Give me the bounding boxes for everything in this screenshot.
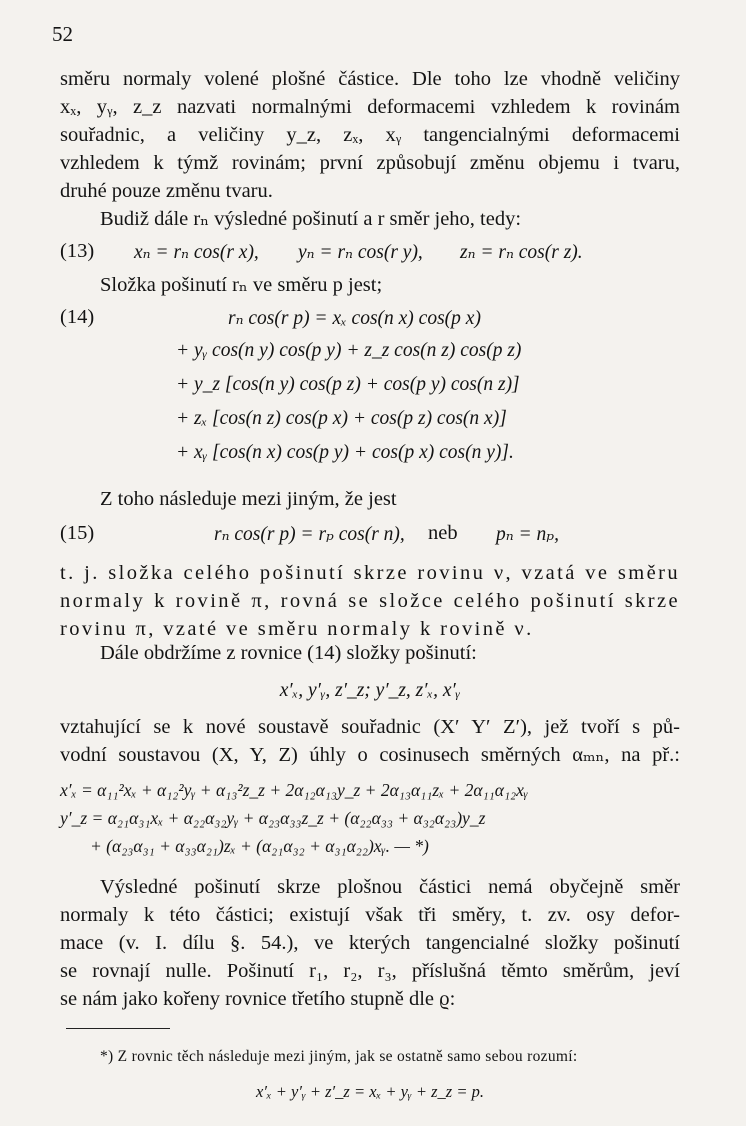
equation-15-part: rₙ cos(r p) = rₚ cos(r n), [214,524,405,545]
equation-14-line: rₙ cos(r p) = xₓ cos(n x) cos(p x) [228,308,481,329]
text-line: normaly k této částici; existují však tři směry, t. zv. osy defor- [60,904,680,926]
text-line: Z toho následuje mezi jiným, že jest [100,488,397,510]
equation-components: x′ₓ, y′ᵧ, z′_z; y′_z, z′ₓ, x′ᵧ [279,680,461,701]
text-line: vodní soustavou (X, Y, Z) úhly o cosinusech směrných αₘₙ, na př.: [60,744,680,766]
text-line: vztahující se k nové soustavě souřadnic (X′ Y′ Z′), jež tvoří s pů- [60,716,680,738]
equation-label: (13) [60,240,95,262]
transformation-equation-line: + (α₂₃α₃₁ + α₃₃α₂₁)zₓ + (α₂₁α₃₂ + α₃₁α₂₂)xᵧ. — *) [90,836,429,856]
equation-14-line: + y_z [cos(n y) cos(p z) + cos(p y) cos(n z)] [176,374,520,395]
text-line: se rovnají nulle. Pošinutí r₁, r₂, r₃, příslušná těmto směrům, jeví [60,960,680,982]
footnote-text: *) Z rovnic těch následuje mezi jiným, jak se ostatně samo sebou rozumí: [100,1048,578,1065]
text-line: Dále obdržíme z rovnice (14) složky pošinutí: [100,642,477,664]
equation-13-part: xₙ = rₙ cos(r x), [134,242,259,263]
transformation-equation-line: x′ₓ = α₁₁²xₓ + α₁₂²yᵧ + α₁₃²z_z + 2α₁₂α₁₃y_z + 2α₁₃α₁₁zₓ + 2α₁₁α₁₂xᵧ [60,780,528,800]
equation-label: (14) [60,306,95,328]
text-line: Budiž dále rₙ výsledné pošinutí a r směr jeho, tedy: [100,208,522,230]
transformation-equation-line: y′_z = α₂₁α₃₁xₓ + α₂₂α₃₂yᵧ + α₂₃α₃₃z_z + (α₂₂α₃₃ + α₃₂α₂₃)y_z [60,808,486,828]
text-line: vzhledem k týmž rovinám; první způsobují změnu objemu i tvaru, [60,152,680,174]
text-line: rovinu π, vzaté ve směru normaly k rovině ν. [60,618,534,640]
equation-14-line: + xᵧ [cos(n x) cos(p y) + cos(p x) cos(n y)]. [176,442,514,463]
text-line: t. j. složka celého pošinutí skrze rovinu ν, vzatá ve směru [60,562,680,584]
equation-14-line: + yᵧ cos(n y) cos(p y) + z_z cos(n z) cos(p z) [176,340,522,361]
equation-13-part: yₙ = rₙ cos(r y), [298,242,423,263]
text-line: druhé pouze změnu tvaru. [60,180,273,202]
text-line: Složka pošinutí rₙ ve směru p jest; [100,274,383,296]
text-line: mace (v. I. dílu §. 54.), ve kterých tangencialné složky pošinutí [60,932,680,954]
equation-label: (15) [60,522,95,544]
footnote-rule [66,1028,170,1029]
equation-15-word: neb [428,522,458,544]
equation-14-line: + zₓ [cos(n z) cos(p x) + cos(p z) cos(n x)] [176,408,507,429]
text-line: normaly k rovině π, rovná se složce celého pošinutí skrze [60,590,680,612]
equation-13-part: zₙ = rₙ cos(r z). [460,242,583,263]
text-line: souřadnic, a veličiny y_z, zₓ, xᵧ tangencialnými deformacemi [60,124,680,146]
footnote-equation: x′ₓ + y′ᵧ + z′_z = xₓ + yᵧ + z_z = p. [256,1082,484,1101]
equation-15-part: pₙ = nₚ, [496,524,559,545]
page-number: 52 [52,22,73,46]
text-line: směru normaly volené plošné částice. Dle toho lze vhodně veličiny [60,68,680,90]
text-line: se nám jako kořeny rovnice třetího stupně dle ϱ: [60,988,456,1010]
text-line: xₓ, yᵧ, z_z nazvati normalnými deformacemi vzhledem k rovinám [60,96,680,118]
text-line: Výsledné pošinutí skrze plošnou částici nemá obyčejně směr [100,876,680,898]
